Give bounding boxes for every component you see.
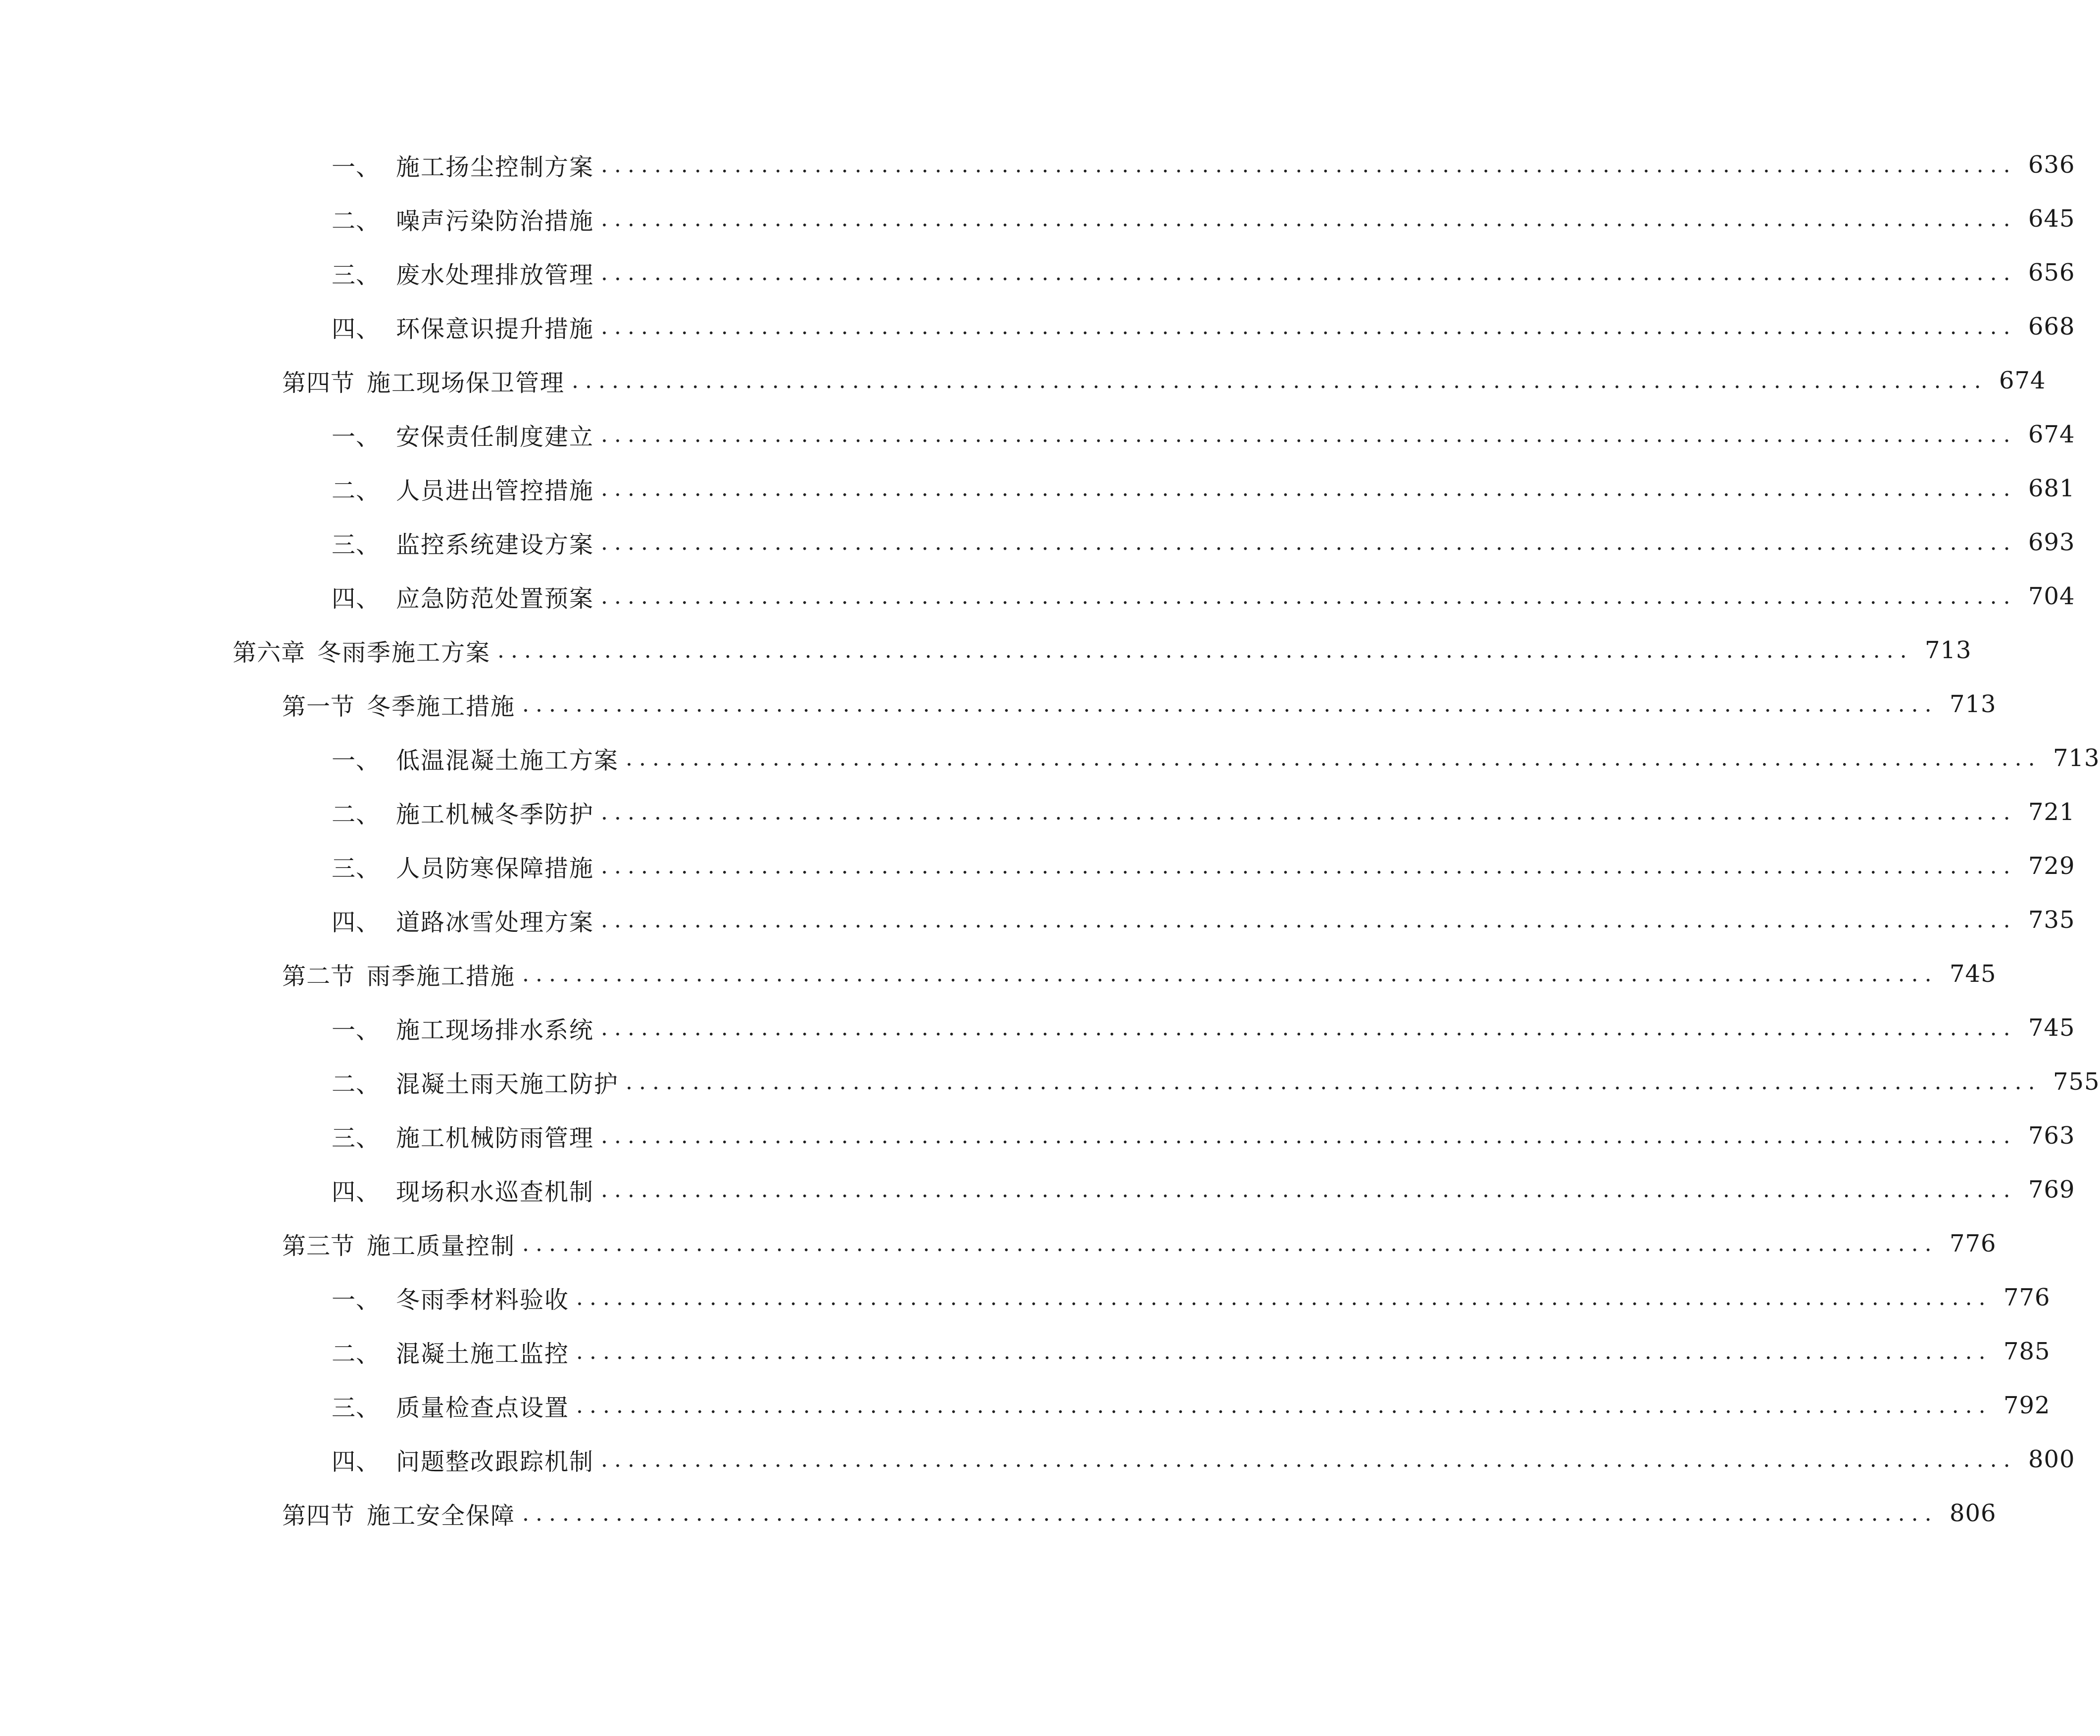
toc-row (0, 358, 2046, 403)
dot-leader: .......................................................................................................... (522, 961, 1938, 987)
toc-entry-number: 第三节 (282, 1232, 355, 1260)
toc-entry[interactable] (332, 250, 2075, 295)
toc-entry-title: 废水处理排放管理 (396, 261, 594, 289)
toc-entry-number: 一、 (332, 746, 381, 774)
toc-entry-number: 三、 (332, 854, 381, 882)
toc-row (0, 1275, 2051, 1320)
toc-entry[interactable] (332, 412, 2075, 457)
toc-entry[interactable] (332, 1383, 2051, 1428)
dot-leader: .......................................................................................................... (601, 530, 2017, 555)
dot-leader: .......................................................................................................... (626, 745, 2042, 771)
toc-row (0, 412, 2075, 457)
toc-entry-page: 704 (2028, 582, 2075, 610)
toc-row (0, 143, 2075, 187)
dot-leader: .......................................................................................................... (576, 1339, 1992, 1364)
toc-entry-title: 施工扬尘控制方案 (396, 153, 594, 181)
toc-entry-number: 三、 (332, 530, 381, 559)
toc-entry-title: 冬雨季材料验收 (396, 1286, 570, 1314)
toc-row (0, 1113, 2075, 1158)
toc-entry-number: 四、 (332, 1447, 381, 1476)
dot-leader: .......................................................................................................... (601, 476, 2017, 501)
toc-entry[interactable] (282, 952, 1997, 996)
toc-row (0, 898, 2075, 942)
toc-entry-number: 二、 (332, 800, 381, 828)
toc-entry[interactable] (332, 736, 2100, 780)
toc-entry-page: 713 (1949, 690, 1997, 718)
dot-leader: .......................................................................................................... (576, 1285, 1992, 1310)
toc-entry[interactable] (332, 304, 2075, 349)
toc-entry[interactable] (332, 1437, 2075, 1482)
toc-row (0, 250, 2075, 295)
toc-entry-page: 763 (2028, 1122, 2075, 1150)
toc-row (0, 790, 2075, 834)
toc-entry[interactable] (332, 1006, 2075, 1050)
toc-entry-title: 施工机械冬季防护 (396, 800, 594, 828)
toc-entry-number: 四、 (332, 1178, 381, 1206)
dot-leader: .......................................................................................................... (522, 691, 1938, 717)
toc-entry-page: 776 (2003, 1284, 2051, 1311)
toc-entry-title: 混凝土施工监控 (396, 1340, 570, 1368)
toc-entry-number: 三、 (332, 1394, 381, 1422)
toc-entry-page: 776 (1949, 1230, 1997, 1257)
toc-entry-title: 监控系统建设方案 (396, 530, 594, 559)
toc-entry-number: 四、 (332, 584, 381, 613)
toc-entry[interactable] (233, 628, 1972, 673)
toc-row (0, 682, 1997, 726)
dot-leader: .......................................................................................................... (626, 1069, 2042, 1095)
toc-row (0, 844, 2075, 888)
toc-entry[interactable] (282, 358, 2046, 403)
toc-row (0, 574, 2075, 619)
toc-entry-number: 一、 (332, 153, 381, 181)
toc-entry-title: 道路冰雪处理方案 (396, 908, 594, 936)
toc-entry-page: 806 (1949, 1499, 1997, 1527)
toc-entry-page: 713 (1924, 636, 1972, 664)
dot-leader: .......................................................................................................... (601, 314, 2017, 339)
toc-entry-page: 645 (2028, 205, 2075, 233)
dot-leader: .......................................................................................................... (601, 206, 2017, 232)
toc-entry[interactable] (332, 520, 2075, 565)
toc-row (0, 1221, 1997, 1266)
dot-leader: .......................................................................................................... (601, 152, 2017, 178)
toc-entry-page: 668 (2028, 313, 2075, 340)
toc-row (0, 304, 2075, 349)
toc-entry-page: 800 (2028, 1446, 2075, 1473)
toc-entry[interactable] (332, 844, 2075, 888)
toc-entry-number: 一、 (332, 1016, 381, 1044)
toc-entry-number: 二、 (332, 207, 381, 235)
toc-entry-title: 低温混凝土施工方案 (396, 746, 619, 774)
toc-entry-title: 雨季施工措施 (367, 962, 516, 990)
toc-entry-title: 安保责任制度建立 (396, 423, 594, 451)
toc-entry-title: 环保意识提升措施 (396, 315, 594, 343)
toc-row (0, 196, 2075, 241)
dot-leader: .......................................................................................................... (601, 853, 2017, 879)
toc-entry-title: 施工现场排水系统 (396, 1016, 594, 1044)
toc-entry[interactable] (332, 143, 2075, 187)
toc-row (0, 1006, 2075, 1050)
toc-entry[interactable] (332, 1113, 2075, 1158)
toc-entry-page: 656 (2028, 259, 2075, 287)
toc-row (0, 1167, 2075, 1212)
toc-entry[interactable] (332, 1060, 2100, 1104)
toc-entry-title: 混凝土雨天施工防护 (396, 1070, 619, 1098)
toc-row (0, 952, 1997, 996)
toc-entry-title: 应急防范处置预案 (396, 584, 594, 613)
toc-entry-number: 一、 (332, 1286, 381, 1314)
toc-entry[interactable] (282, 1491, 1997, 1536)
toc-entry[interactable] (332, 1167, 2075, 1212)
dot-leader: .......................................................................................................... (601, 260, 2017, 286)
toc-row (0, 628, 1972, 673)
toc-row (0, 1060, 2100, 1104)
toc-entry-page: 745 (1949, 960, 1997, 988)
toc-row (0, 736, 2100, 780)
toc-entry-title: 冬雨季施工方案 (317, 638, 491, 667)
toc-row (0, 1491, 1997, 1536)
toc-entry-page: 792 (2003, 1392, 2051, 1419)
dot-leader: .......................................................................................................... (522, 1231, 1938, 1256)
toc-entry[interactable] (332, 790, 2075, 834)
dot-leader: .......................................................................................................... (601, 583, 2017, 609)
toc-entry-number: 四、 (332, 315, 381, 343)
dot-leader: .......................................................................................................... (601, 1177, 2017, 1203)
toc-entry[interactable] (332, 466, 2075, 511)
toc-entry-number: 二、 (332, 1070, 381, 1098)
toc-row (0, 1329, 2051, 1374)
toc-entry[interactable] (332, 898, 2075, 942)
dot-leader: .......................................................................................................... (601, 1123, 2017, 1149)
toc-entry-page: 713 (2052, 744, 2100, 772)
toc-row (0, 520, 2075, 565)
toc-entry[interactable] (282, 1221, 1997, 1266)
toc-entry-page: 636 (2028, 151, 2075, 179)
toc-entry-title: 冬季施工措施 (367, 692, 516, 721)
toc-entry-number: 第四节 (282, 1501, 355, 1530)
toc-entry-page: 681 (2028, 475, 2075, 502)
toc-entry-page: 735 (2028, 906, 2075, 934)
toc-entry-page: 745 (2028, 1014, 2075, 1042)
toc-entry[interactable] (282, 682, 1997, 726)
toc-entry-title: 人员防寒保障措施 (396, 854, 594, 882)
toc-entry[interactable] (332, 574, 2075, 619)
toc-entry-title: 施工安全保障 (367, 1501, 516, 1530)
dot-leader: .......................................................................................................... (572, 368, 1988, 393)
toc-entry-number: 一、 (332, 423, 381, 451)
dot-leader: .......................................................................................................... (576, 1393, 1992, 1418)
toc-entry[interactable] (332, 1275, 2051, 1320)
toc-entry-number: 三、 (332, 261, 381, 289)
toc-entry-page: 674 (2028, 421, 2075, 448)
toc-entry-page: 693 (2028, 529, 2075, 556)
toc-row (0, 1383, 2051, 1428)
toc-entry[interactable] (332, 196, 2075, 241)
dot-leader: .......................................................................................................... (601, 907, 2017, 933)
toc-entry-title: 噪声污染防治措施 (396, 207, 594, 235)
dot-leader: .......................................................................................................... (601, 799, 2017, 825)
toc-entry[interactable] (332, 1329, 2051, 1374)
toc-entry-title: 施工质量控制 (367, 1232, 516, 1260)
toc-entry-number: 三、 (332, 1124, 381, 1152)
dot-leader: .......................................................................................................... (601, 1447, 2017, 1472)
dot-leader: .......................................................................................................... (601, 422, 2017, 447)
toc-row (0, 1437, 2075, 1482)
toc-entry-number: 第四节 (282, 369, 355, 397)
toc-entry-page: 721 (2028, 798, 2075, 826)
toc-entry-title: 问题整改跟踪机制 (396, 1447, 594, 1476)
toc-row (0, 466, 2075, 511)
dot-leader: .......................................................................................................... (601, 1015, 2017, 1041)
toc-entry-page: 755 (2052, 1068, 2100, 1096)
toc-entry-page: 674 (1999, 367, 2046, 394)
toc-entry-title: 施工机械防雨管理 (396, 1124, 594, 1152)
dot-leader: .......................................................................................................... (522, 1500, 1938, 1526)
toc-entry-title: 施工现场保卫管理 (367, 369, 565, 397)
toc-entry-number: 二、 (332, 1340, 381, 1368)
dot-leader: .......................................................................................................... (497, 637, 1913, 663)
toc-entry-number: 第六章 (233, 638, 306, 667)
toc-entry-number: 第一节 (282, 692, 355, 721)
toc-entry-title: 人员进出管控措施 (396, 477, 594, 505)
toc-entry-page: 785 (2003, 1338, 2051, 1365)
toc-entry-number: 第二节 (282, 962, 355, 990)
toc-entry-page: 729 (2028, 852, 2075, 880)
toc-entry-number: 四、 (332, 908, 381, 936)
toc-entry-number: 二、 (332, 477, 381, 505)
toc-entry-title: 质量检查点设置 (396, 1394, 570, 1422)
toc-entry-page: 769 (2028, 1176, 2075, 1204)
toc-entry-title: 现场积水巡查机制 (396, 1178, 594, 1206)
